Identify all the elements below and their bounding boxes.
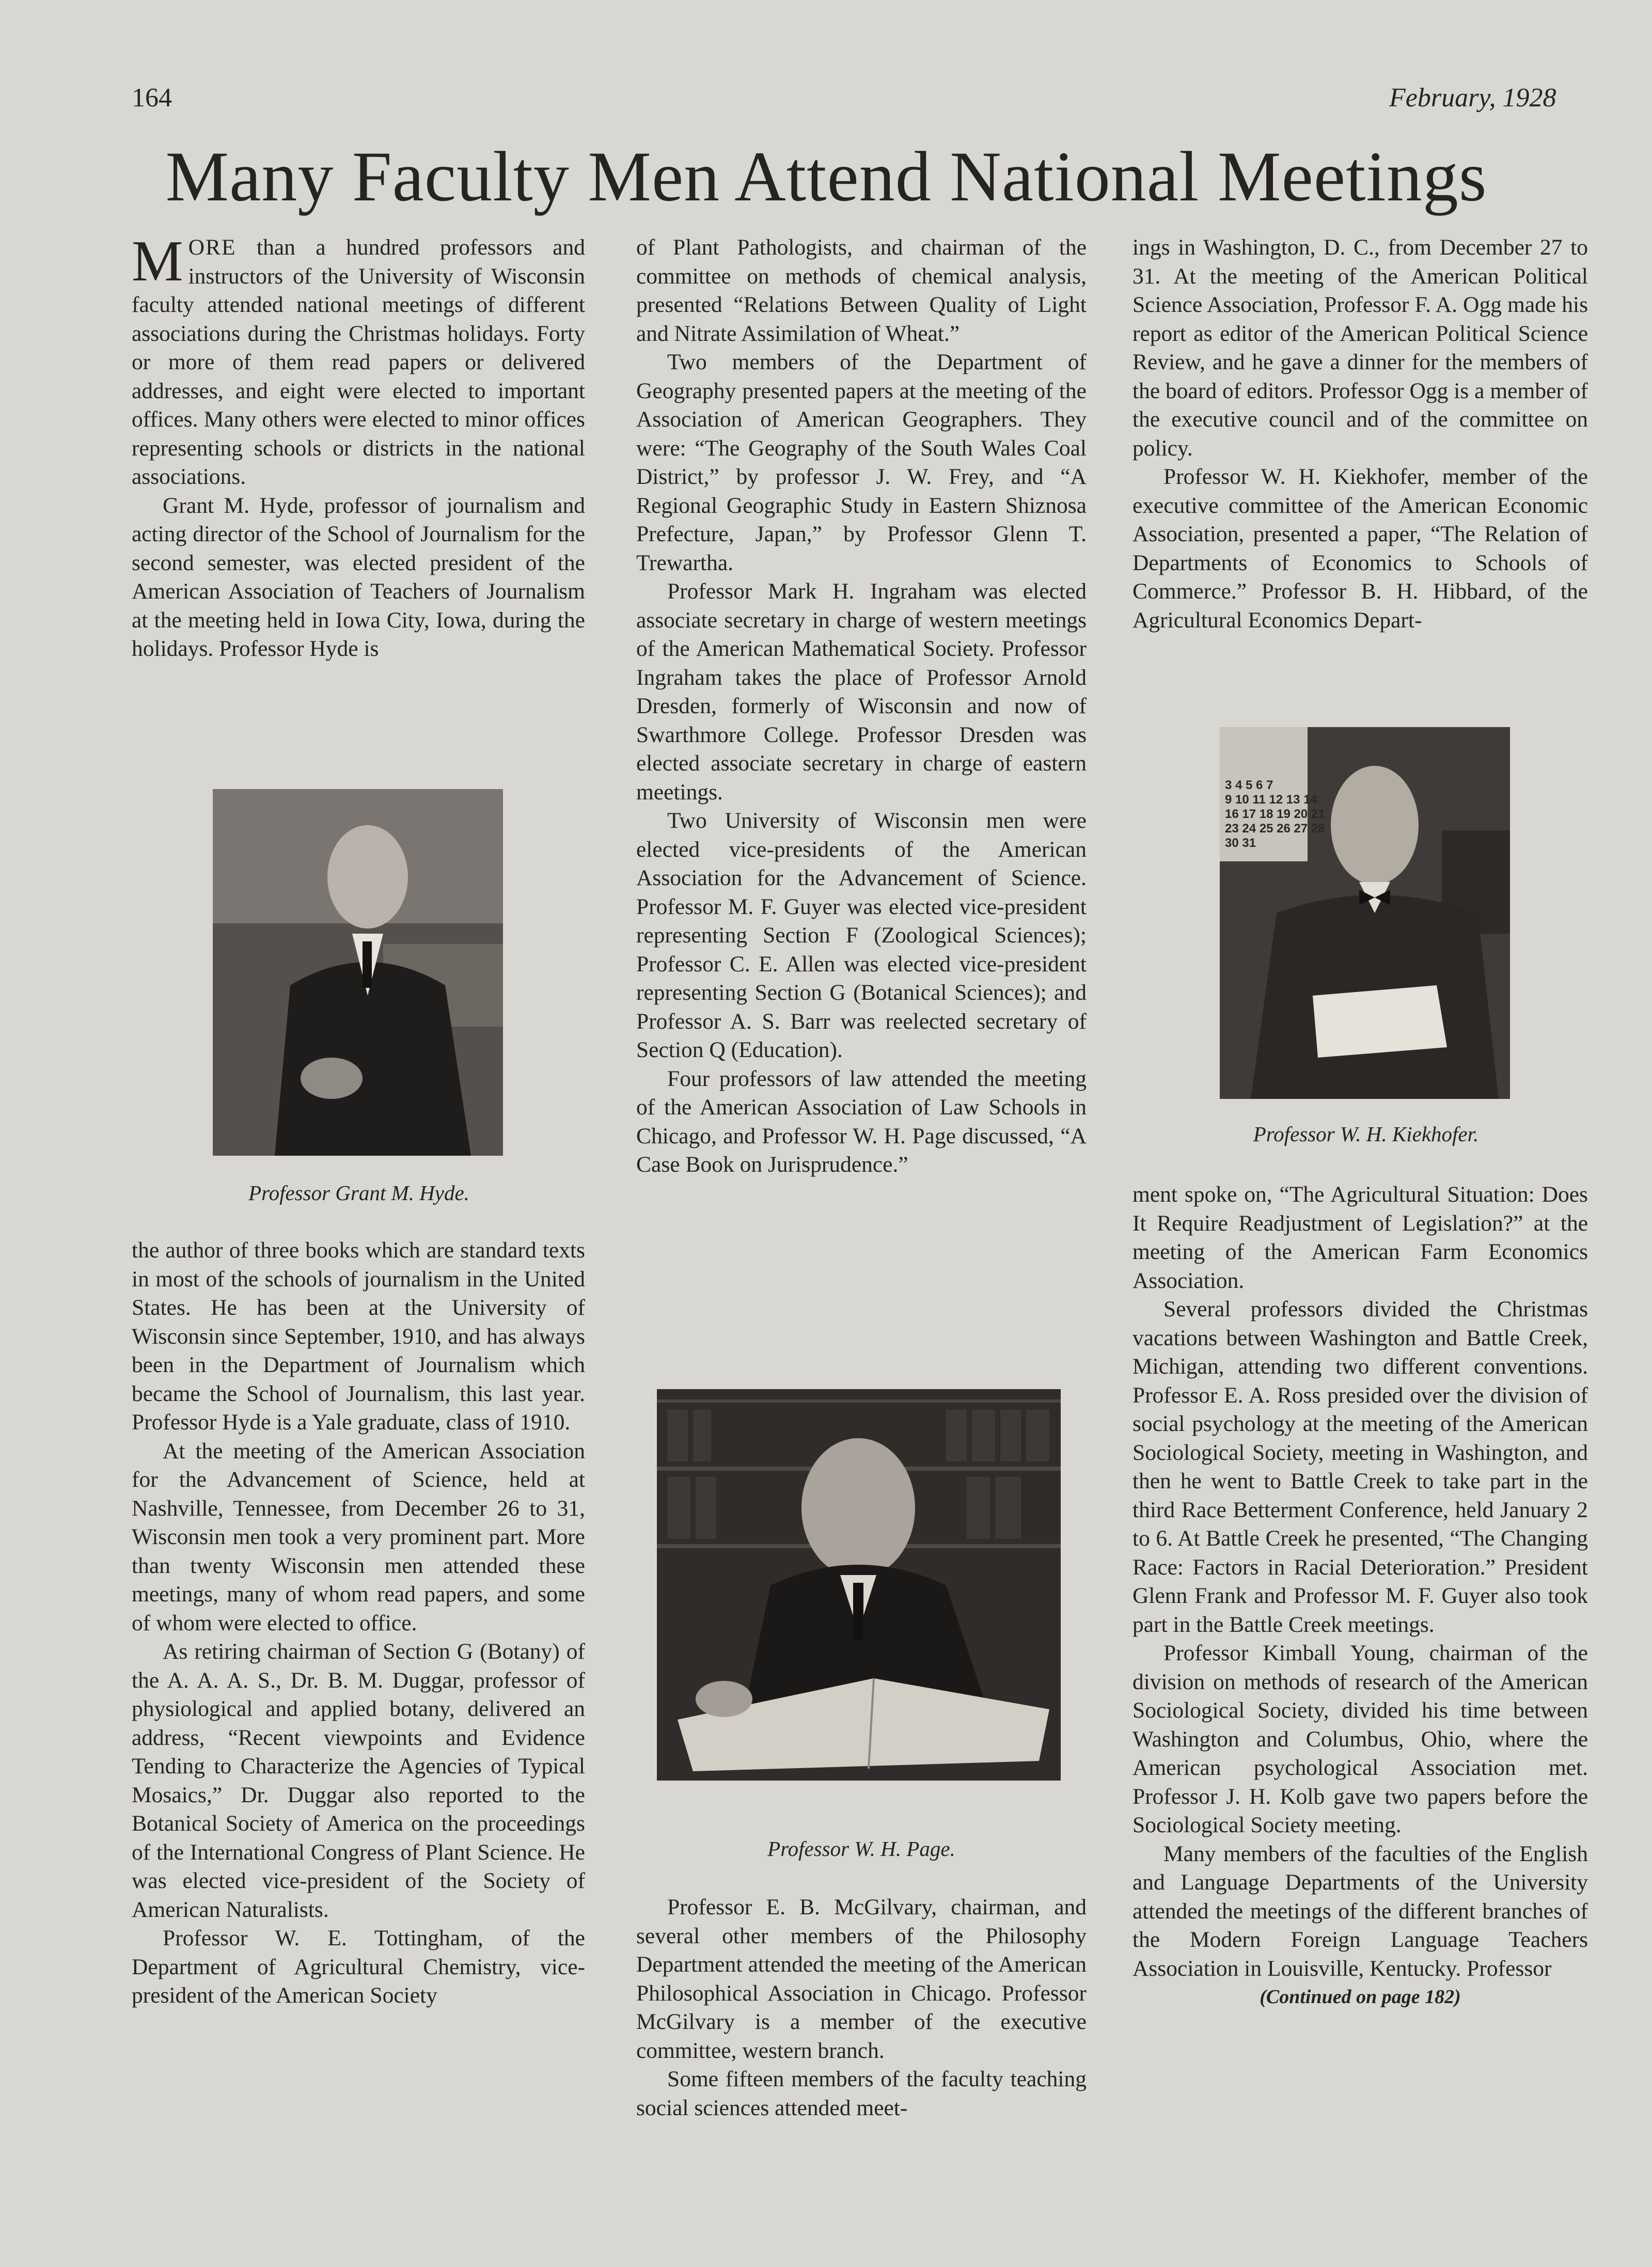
calendar-row: 16 17 18 19 20 21 [1225,807,1325,821]
paragraph: Some fifteen members of the faculty teaching social sciences attended meet- [636,2067,1087,2120]
intro-text: than a hundred professors and instructors of the University of Wisconsin faculty attended national meetings of different associations during the Christmas holidays. Forty or more of them read papers or delivered addresses, and eight were elected to important offices. Many others were elected to minor offices representing schools or districts in the national associations. [132,235,585,489]
portrait-image [657,1389,1061,1781]
headline: Many Faculty Men Attend National Meetings [165,137,1487,216]
caption-hyde: Professor Grant M. Hyde. [248,1181,469,1205]
intro-paragraph [132,229,585,492]
paragraph: Professor W. E. Tottingham, of the Department of Agricultural Chemistry, vice-president of the American Society [132,1926,585,2008]
column-3-top [1132,233,1588,635]
column-3-bottom [1132,1180,1588,2012]
paragraph: Four professors of law attended the meeting of the American Association of Law Schools in Chicago, and Professor W. H. Page discussed, “A Case Book on Jurisprudence.” [636,1066,1087,1177]
page-number: 164 [132,83,172,113]
paragraph: the author of three books which are standard texts in most of the schools of journalism in the United States. He has been at the University of Wisconsin since September, 1910, and has always been in the Department of Journalism which became the School of Journalism, this last year. Professor Hyde is a Yale graduate, class of 1910. [132,1238,585,1435]
paragraph: Professor E. B. McGilvary, chairman, and several other members of the Philosophy Department attended the meeting of the American Philosophical Association in Chicago. Professor McGilvary is a member of the executive committee, western branch. [636,1895,1087,2063]
photo-page [657,1389,1061,1781]
paragraph: Two members of the Department of Geography presented papers at the meeting of the Association of American Geographers. They were: “The Geography of the South Wales Coal District,” by professor J. W. Frey, and “A Regional Geographic Study in Eastern Shiznosa Prefecture, Japan,” by Professor Glenn T. Trewartha. [636,350,1087,575]
column-1-bottom [132,1236,585,2010]
calendar-row: 3 4 5 6 7 [1225,778,1273,792]
intro-smallcaps: ORE [188,235,237,260]
column-1-top [132,229,585,664]
drop-cap: M [132,229,183,293]
paragraph: Professor Kimball Young, chairman of the division on methods of research of the American Sociological Society, divided his time between Washington and Columbus, Ohio, where the American psychological Association met. Professor J. H. Kolb gave two papers before the Sociological Society meeting. [1132,1641,1588,1837]
calendar-row: 23 24 25 26 27 28 [1225,822,1325,836]
paragraph: Two University of Wisconsin men were elected vice-presidents of the American Association for the Advancement of Science. Professor M. F. Guyer was elected vice-president representing Section F (Zoological Sciences); Professor C. E. Allen was elected vice-president representing Section G (Botanical Sciences); and Professor A. S. Barr was reelected secretary of Section Q (Education). [636,808,1087,1062]
caption-page: Professor W. H. Page. [767,1837,955,1861]
paragraph: Grant M. Hyde, professor of journalism and acting director of the School of Journalism for the second semester, was elected president of the American Association of Teachers of Journalism at the meeting held in Iowa City, Iowa, during the holidays. Professor Hyde is [132,493,585,661]
paragraph: of Plant Pathologists, and chairman of the committee on methods of chemical analysis, presented “Relations Between Quality of Light and Nitrate Assimilation of Wheat.” [636,235,1087,346]
paragraph: ings in Washington, D. C., from December 27 to 31. At the meeting of the American Political Science Association, Professor F. A. Ogg made his report as editor of the American Political Science Review, and he gave a dinner for the members of the board of editors. Professor Ogg is a member of the executive council and of the committee on policy. [1132,235,1588,461]
paragraph: As retiring chairman of Section G (Botany) of the A. A. A. S., Dr. B. M. Duggar, professor of physiological and applied botany, delivered an address, “Recent viewpoints and Evidence Tending to Characterize the Agencies of Typical Mosaics,” Dr. Duggar also reported to the Botanical Society of America on the proceedings of the International Congress of Plant Science. He was elected vice-president of the Society of American Naturalists. [132,1639,585,1922]
paragraph: ment spoke on, “The Agricultural Situation: Does It Require Readjustment of Legislation?” at the meeting of the American Farm Economics Association. [1132,1182,1588,1293]
column-2-bottom [636,1893,1087,2122]
calendar-row: 9 10 11 12 13 14 [1225,793,1317,807]
portrait-image [1220,727,1510,1099]
paragraph: Professor W. H. Kiekhofer, member of the executive committee of the American Economic Association, presented a paper, “The Relation of Departments of Economics to Schools of Commerce.” Professor B. H. Hibbard, of the Agricultural Economics Depart- [1132,464,1588,633]
paragraph: Professor Mark H. Ingraham was elected associate secretary in charge of western meetings of the American Mathematical Society. Professor Ingraham takes the place of Professor Arnold Dresden, formerly of Wisconsin and now of Swarthmore College. Professor Dresden was elected associate secretary in charge of eastern meetings. [636,579,1087,805]
caption-kiekhofer: Professor W. H. Kiekhofer. [1253,1122,1479,1146]
photo-kiekhofer [1220,727,1510,1099]
portrait-image [213,789,503,1156]
photo-hyde [213,789,503,1156]
paragraph: Many members of the faculties of the English and Language Departments of the University attended the meetings of the different branches of the Modern Foreign Language Teachers Association in Louisville, Kentucky. Professor [1132,1841,1588,1981]
issue-date: February, 1928 [1389,83,1556,113]
continued-note: (Continued on page 182) [1260,1986,1461,2008]
paragraph: At the meeting of the American Association for the Advancement of Science, held at Nashville, Tennessee, from December 26 to 31, Wisconsin men took a very prominent part. More than twenty Wisconsin men attended these meetings, many of whom read papers, and some of whom were elected to office. [132,1438,585,1635]
calendar-row: 30 31 [1225,836,1256,850]
column-2-top [636,233,1087,1179]
paragraph: Several professors divided the Christmas vacations between Washington and Battle Creek, Michigan, attending two different conventions. Professor E. A. Ross presided over the division of social psychology at the meeting of the American Sociological Society, meeting in Washington, and then he went to Battle Creek to take part in the third Race Betterment Conference, held January 2 to 6. At Battle Creek he presented, “The Changing Race: Factors in Racial Deterioration.” President Glenn Frank and Professor M. F. Guyer also took part in the Battle Creek meetings. [1132,1297,1588,1637]
